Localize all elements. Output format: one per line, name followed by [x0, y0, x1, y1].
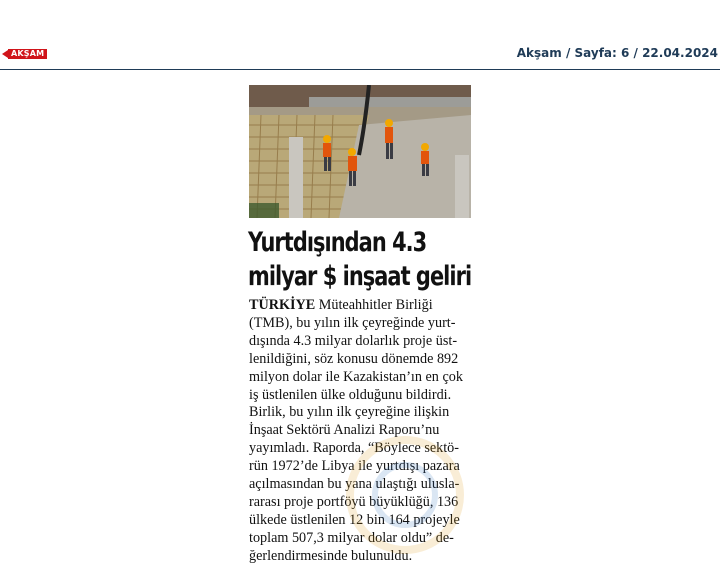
- article-line: Birlik, bu yılın ilk çeyreğine ilişkin: [249, 404, 450, 421]
- article-line-text: Müteahhitler Birliği: [315, 297, 433, 313]
- article-line: toplam 507,3 milyar dolar oldu” de-: [249, 529, 454, 546]
- article-line: ğerlendirmesinde bulunuldu.: [249, 547, 413, 564]
- article-line: rarası proje portföyü büyüklüğü, 136: [249, 493, 459, 510]
- article-line: İnşaat Sektörü Analizi Raporu’nu: [249, 422, 440, 439]
- article-line: milyon dolar ile Kazakistan’ın en çok: [249, 368, 463, 385]
- construction-photo: [249, 85, 471, 218]
- article-line: lenildiğini, söz konusu dönemde 892: [249, 350, 459, 367]
- article-line: (TMB), bu yılın ilk çeyreğinde yurt-: [249, 314, 456, 331]
- construction-workers-image: [249, 85, 471, 218]
- article-line: dışında 4.3 milyar dolarlık proje üst-: [249, 332, 458, 349]
- article-line: ülkede üstlenilen 12 bin 164 projeyle: [249, 511, 460, 528]
- headline-line-1: Yurtdışından 4.3: [248, 227, 427, 258]
- article-line: açılmasından bu yana ulaştığı ulusla-: [249, 476, 460, 493]
- article-line: iş üstlenilen ülke olduğunu bildirdi.: [249, 386, 452, 403]
- article-body: [249, 297, 477, 566]
- article-line: yayımladı. Raporda, “Böylece sektö-: [249, 440, 459, 457]
- article-line: [249, 297, 477, 315]
- source-line: Akşam / Sayfa: 6 / 22.04.2024: [516, 46, 718, 60]
- page-header: [0, 0, 720, 70]
- aksam-logo: [2, 49, 47, 59]
- article-line: rün 1972’de Libya ile yurtdışı pazara: [249, 458, 460, 475]
- headline-line-2: milyar $ inşaat geliri: [248, 261, 472, 292]
- article-lead: TÜRKİYE: [249, 297, 316, 313]
- article-headline: [248, 226, 472, 294]
- logo-text: AKŞAM: [8, 49, 47, 59]
